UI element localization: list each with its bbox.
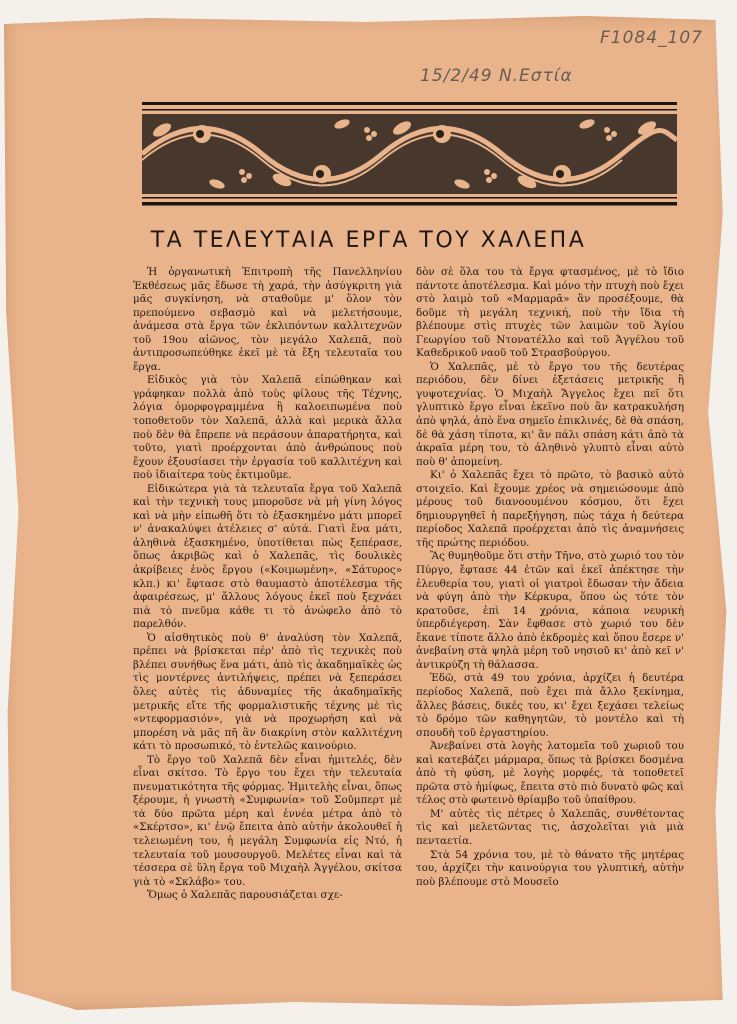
paragraph: Μ' αὐτὲς τὶς πέτρες ὁ Χαλεπᾶς, συνθέτοντας τὶς καὶ μελετῶντας τις, ἀσχολεῖται γιὰ μιὰ πενταετία. — [416, 807, 684, 847]
article-title: ΤΑ ΤΕΛΕΥΤΑΙΑ ΕΡΓΑ ΤΟΥ ΧΑΛΕΠΑ — [150, 228, 587, 253]
paragraph: Κι' ὁ Χαλεπᾶς ἔχει τὸ πρῶτο, τὸ βασικὸ αὐτὸ στοιχεῖο. Καὶ ἔχουμε χρέος νὰ σημειώσουμε ἀπὸ μέρους τοῦ διανοουμένου κόσμου, ὅτι ἔχει δημιουργηθεῖ ἡ παρεξήγηση, πὼς τάχα ἡ δεύτερα περίοδος Χαλεπᾶ προέρχεται ἀπὸ τὶς ἀναμνήσεις τῆς πρώτης περιόδου. — [416, 469, 684, 549]
paragraph: Τὸ ἔργο τοῦ Χαλεπᾶ δὲν εἶναι ἡμιτελές, δὲν εἶναι σκίτσο. Τὸ ἔργο του ἔχει τὴν τελευταία πνευματικότητα τῆς φόρμας. Ἡμιτελὴς εἶναι, ὅπως ξέρουμε, ἡ γνωστὴ «Συμφωνία» τοῦ Σοῦμπερτ μὲ τὰ δύο πρῶτα μέρη καὶ ἐννέα μέτρα ἀπὸ τὸ «Σκέρτσο», κι' ἐνῷ ἔπειτα ἀπὸ αὐτὴν ἀκολουθεῖ ἡ τελειωμένη του, ἡ μεγάλη Συμφωνία εἰς Ντό, ἡ τελευταία τοῦ μουσουργοῦ. Μελέτες εἶναι καὶ τὰ τέσσερα σὲ ὕλη ἔργα τοῦ Μιχαὴλ Ἀγγέλου, σκίτσα γιὰ τὸ «Σκλάβο» του. — [133, 753, 402, 888]
paragraph: Εἰδικώτερα γιὰ τὰ τελευταῖα ἔργα τοῦ Χαλεπᾶ καὶ τὴν τεχνικὴ τους μποροῦσε νὰ μὴ γίνη λόγος καὶ νὰ μὴν εἰπωθῆ ὅτι τὸ ἐξασκημένο μάτι μπορεῖ ν' ἀνακαλύψει ἀτέλειες σ' αὐτά. Γιατὶ ἕνα μάτι, ἀληθινὰ ἐξασκημένο, ὑποτίθεται πὼς ξεπέρασε, ὅπως ἀκριβῶς καὶ ὁ Χαλεπᾶς, τὶς δουλικὲς ἀκρίβειες ἑνὸς ἔργου («Κοιμωμένη», «Σάτυρος» κλπ.) κι' ἔφτασε στὸ θαυμαστὸ ἀποτέλεσμα τῆς ἀφαιρέσεως, μ' ἄλλους λόγους ἐκεῖ ποὺ ξεχνάει πιὰ τὸ πνεῦμα κάθε τι τὸ ἀνώφελο ἀπὸ τὸ παρελθόν. — [133, 482, 402, 631]
article-column-right — [416, 266, 684, 889]
article-column-left — [133, 266, 402, 903]
paragraph: Εἰδικὸς γιὰ τὸν Χαλεπᾶ εἰπώθηκαν καὶ γράφηκαν πολλὰ ἀπὸ τοὺς φίλους τῆς Τέχνης, λόγια ὁμορφογραμμένα ἢ καλοειπωμένα ποὺ τοποθετοῦν τὸν Χαλεπᾶ, ἀλλὰ καὶ μερικὰ ἄλλα ποὺ δὲν θὰ ἔπρεπε νὰ περάσουν ἀπαρατήρητα, καὶ τοῦτο, γιατὶ προέρχονται ἀπὸ ἀνθρώπους ποὺ ἔχουν ἐξουσίασει τὴν ἐργασία τοῦ καλλιτέχνη καὶ ποὺ ἰδιαίτερα τοὺς ἐκτιμοῦμε. — [133, 374, 402, 482]
catalog-ref-note: F1084_107 — [600, 28, 703, 48]
paragraph: Ἀνεβαίνει στὰ λογὴς λατομεῖα τοῦ χωριοῦ του καὶ κατεβάζει μάρμαρα, ὅπως τὰ βρίσκει δοσμένα ἀπὸ τὴ φύση, μὲ λογὴς μορφές, τὰ τοποθετεῖ πρῶτα στὸ ἡμίφως, ἔπειτα στὸ πιὸ δυνατὸ φῶς καὶ τέλος στὸ φωτεινὸ θρίαμβο τοῦ ὑπαίθρου. — [416, 740, 684, 807]
paragraph: Ὅμως ὁ Χαλεπᾶς παρουσιάζεται σχε- — [147, 889, 343, 902]
paragraph: Ἐδῶ, στὰ 49 του χρόνια, ἀρχίζει ἡ δευτέρα περίοδος Χαλεπᾶ, ποὺ ἔχει πιὰ ἄλλο ξεκίνημα, ἄλλες βάσεις, δικές του, κι' ἔχει ξεχάσει τελείως τὸ δρόμο τῶν καθηγητῶν, τὸ μοντέλο καὶ τὴ σπουδὴ τοῦ ἐργαστηρίου. — [416, 672, 684, 739]
decorative-vine-border — [142, 100, 677, 208]
paragraph: Ὁ αἰσθητικὸς ποὺ θ' ἀναλύση τὸν Χαλεπᾶ, πρέπει νὰ βρίσκεται πέρ' ἀπὸ τὶς τεχνικὲς ποὺ βλέπει συνήθως ἕνα μάτι, ἀπὸ τὶς ἀκαδημαϊκὲς ὡς τὶς μοντέρνες ἀντιλήψεις, πρέπει νὰ ξεπεράσει ὅλες αὐτὲς τὶς ἀδυναμίες τῆς ἀκαδημαϊκῆς μετρικῆς εἴτε τῆς φορμαλιστικῆς τέχνης μὲ τὶς «ντεφορμασιόν», γιὰ νὰ προχωρήση καὶ νὰ μπορέση νὰ μᾶς πῆ ἂν διακρίνη στὸν καλλιτέχνη κάτι τὸ προσωπικό, τὸ ἐντελῶς καινούριο. — [133, 631, 402, 753]
paragraph: Ὁ Χαλεπᾶς, μὲ τὸ ἔργο του τῆς δευτέρας περιόδου, δὲν δίνει ἐξετάσεις μετρικῆς ἢ γυψοτεχνίας. Ὁ Μιχαὴλ Ἄγγελος ἔχει πεῖ ὅτι γλυπτικὸ ἔργο εἶναι ἐκεῖνο ποὺ ἂν κατρακυλήση ἀπὸ ψηλά, ἀπὸ ἕνα σημεῖο ἐπικλινές, δὲ θὰ σπάση, δὲ θὰ χάση τίποτα, κι' ἂν πάλι σπάση κάτι ἀπὸ τὰ ἀκραῖα μέρη του, τὸ ἀληθινὸ γλυπτὸ εἶναι αὐτὸ ποὺ θ' ἀπομείνη. — [416, 360, 684, 468]
paragraph: Ἂς θυμηθοῦμε ὅτι στὴν Τῆνο, στὸ χωριό του τὸν Πύργο, ἔφτασε 44 ἐτῶν καὶ ἐκεῖ ἀπέκτησε τὴν ἐλευθερία του, γιατὶ οἱ γιατροὶ ἔδωσαν τὴν ἄδεια νὰ φύγη ἀπὸ τὴν Κέρκυρα, ὅπου ὡς τότε τὸν κρατοῦσε, ἐπὶ 14 χρόνια, κάποια νευρικὴ ὑπερδιέγερση. Σὰν ἔφθασε στὸ χωριό του δὲν ἔκανε τίποτε ἄλλο ἀπὸ ἐκδρομὲς καὶ ὅπου ἔσερε ν' ἀνεβαίνη στὰ ψηλὰ μέρη τοῦ νησιοῦ κι' ἀπὸ κεῖ ν' ἀντικρύζη τὴ θάλασσα. — [416, 550, 684, 671]
paragraph: δὸν σὲ ὅλα του τὰ ἔργα φτασμένος, μὲ τὸ ἴδιο πάντοτε ἀποτέλεσμα. Καὶ μόνο τὴν πτυχὴ ποὺ ἔχει στὸ λαιμὸ τοῦ «Μαρμαρᾶ» ἂν προσέξουμε, θὰ δοῦμε τὴ μεγάλη τεχνική, ποὺ τὴν ἴδια τὴ βλέπουμε στὶς πτυχὲς τῶν λαιμῶν τοῦ Ἁγίου Γεωργίου τοῦ Ντονατέλλο καὶ τοῦ Ἀγγέλου τοῦ Καθεδρικοῦ ναοῦ τοῦ Στρασβούργου. — [416, 266, 684, 360]
paragraph: Στὰ 54 χρόνια του, μὲ τὸ θάνατο τῆς μητέρας του, ἀρχίζει τὴν καινούργια του γλυπτική, αὐτὴν ποὺ βλέπουμε στὸ Μουσεῖο — [416, 848, 684, 888]
date-source-note: 15/2/49 Ν.Εστία — [420, 66, 573, 86]
paragraph: Ἡ ὀργανωτικὴ Ἐπιτροπὴ τῆς Πανελληνίου Ἐκθέσεως μᾶς ἔδωσε τὴ χαρά, τὴν ἀσύγκριτη γιὰ μᾶς συγκίνηση, νὰ σταθοῦμε μ' ὅλον τὸν πρεπούμενο σεβασμὸ καὶ νὰ μελετήσουμε, ἀνάμεσα στὰ ἔργα τῶν ἐκλιπόντων καλλιτεχνῶν τοῦ 19ου αἰῶνος, τὸν μεγάλο Χαλεπᾶ, ποὺ ἀντιπροσωπεύθηκε ἐκεῖ μὲ τὰ ἔξη τελευταῖα του ἔργα. — [133, 266, 402, 373]
